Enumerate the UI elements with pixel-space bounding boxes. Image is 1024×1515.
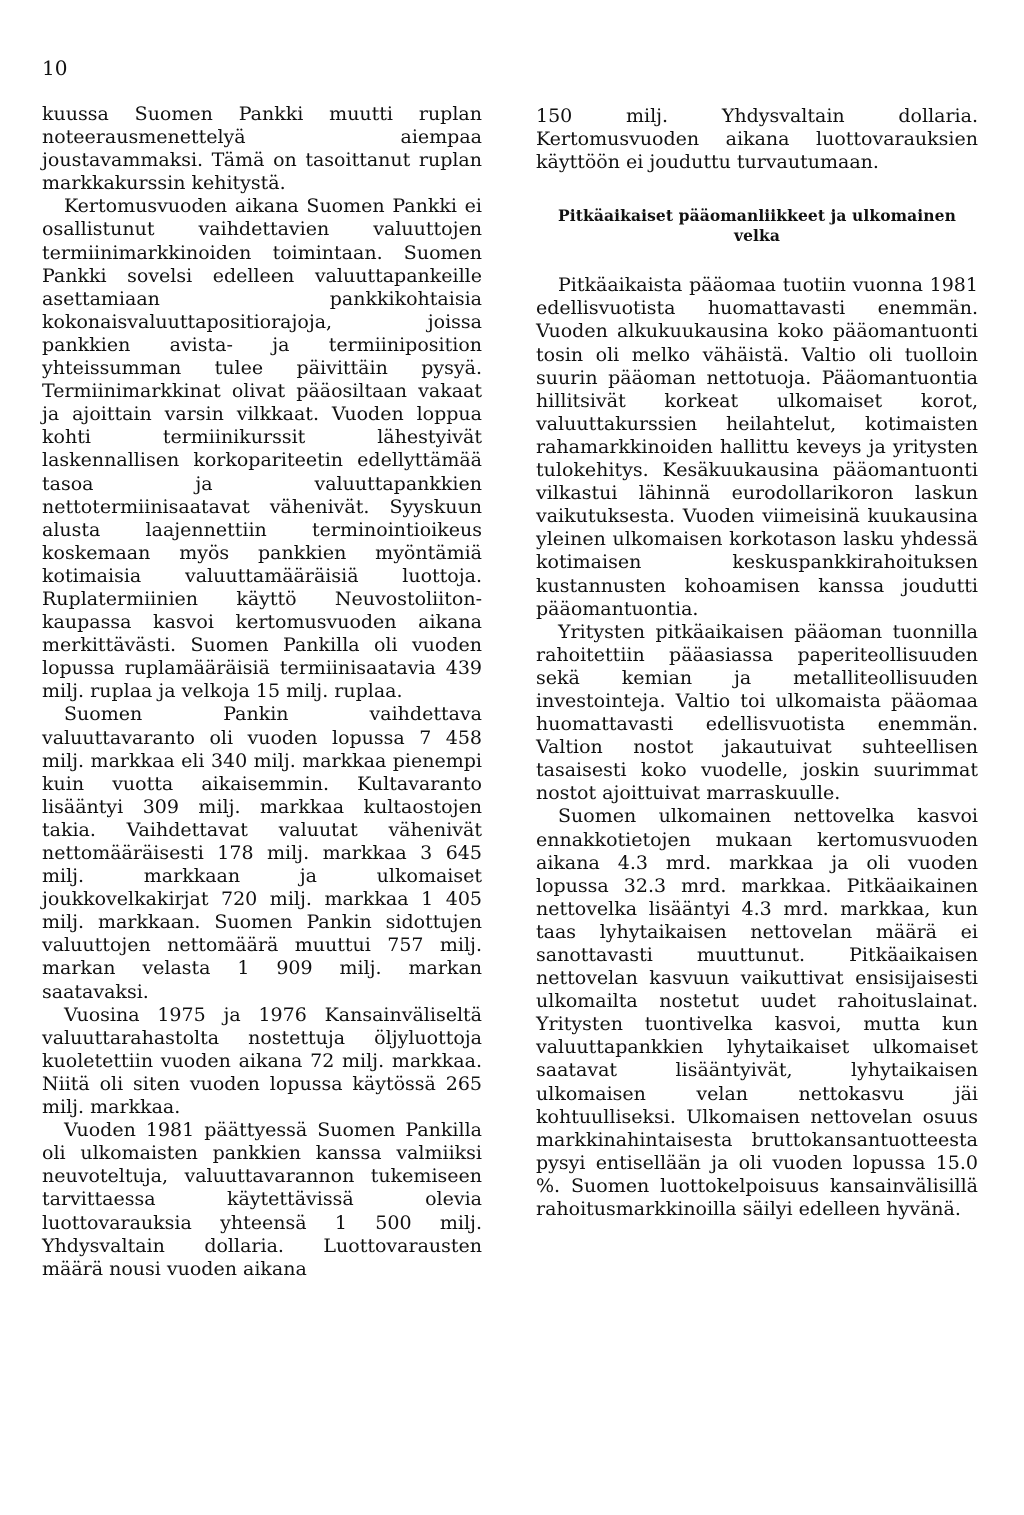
paragraph: Vuoden 1981 päättyessä Suomen Pankilla oli ulkomaisten pankkien kanssa valmiiksi neuvoteltuja, valuuttavarannon tukemiseen tarvittaessa käytettävissä olevia luottovarauksia yhteensä 1 500 milj. Yhdysvaltain dollaria. Luottovarausten määrä nousi vuoden aikana — [42, 1119, 482, 1280]
left-column — [42, 103, 482, 1281]
section-heading: Pitkäaikaiset pääomanliikkeet ja ulkomainen velka — [558, 206, 956, 246]
paragraph: Suomen Pankin vaihdettava valuuttavaranto oli vuoden lopussa 7 458 milj. markkaa eli 340 milj. markkaa pienempi kuin vuotta aikaisemmin. Kultavaranto lisääntyi 309 milj. markkaa kultaostojen takia. Vaihdettavat valuutat vähenivät nettomääräisesti 178 milj. markkaa 3 645 milj. markkaan ja ulkomaiset joukkovelkakirjat 720 milj. markkaa 1 405 milj. markkaan. Suomen Pankin sidottujen valuuttojen nettomäärä muuttui 757 milj. markan velasta 1 909 milj. markan saatavaksi. — [42, 703, 482, 1003]
paragraph-continuation: 150 milj. Yhdysvaltain dollaria. Kertomusvuoden aikana luottovarauksien käyttöön ei jouduttu turvautumaan. — [536, 105, 978, 174]
paragraph: kuussa Suomen Pankki muutti ruplan noteerausmenettelyä aiempaa joustavammaksi. Tämä on tasoittanut ruplan markkakurssin kehitystä. — [42, 103, 482, 195]
paragraph: Pitkäaikaista pääomaa tuotiin vuonna 1981 edellisvuotista huomattavasti enemmän. Vuoden alkukuukausina koko pääomantuonti tosin oli melko vähäistä. Valtio oli tuolloin suurin pääoman nettotuoja. Pääomantuontia hillitsivät korkeat ulkomaiset korot, valuuttakurssien heilahtelut, kotimaisten rahamarkkinoiden hallittu keveys ja yritysten tulokehitys. Kesäkuukausina pääomantuonti vilkastui lähinnä eurodollarikoron laskun vaikutuksesta. Vuoden viimeisinä kuukausina yleinen ulkomaisen korkotason lasku yhdessä kotimaisen keskuspankkirahoituksen kustannusten kohoamisen kanssa joudutti pääomantuontia. — [536, 274, 978, 620]
paragraph: Vuosina 1975 ja 1976 Kansainväliseltä valuuttarahastolta nostettuja öljyluottoja kuoletettiin vuoden aikana 72 milj. markkaa. Niitä oli siten vuoden lopussa käytössä 265 milj. markkaa. — [42, 1003, 482, 1119]
right-column — [536, 105, 978, 1221]
paragraph: Kertomusvuoden aikana Suomen Pankki ei osallistunut vaihdettavien valuuttojen termiinimarkkinoiden toimintaan. Suomen Pankki sovelsi edelleen valuuttapankeille asettamiaan pankkikohtaisia kokonaisvaluuttapositiorajoja, joissa pankkien avista- ja termiiniposition yhteissumman tulee päivittäin pysyä. Termiinimarkkinat olivat pääosiltaan vakaat ja ajoittain varsin vilkkaat. Vuoden loppua kohti termiinikurssit lähestyivät laskennallisen korkopariteetin edellyttämää tasoa ja valuuttapankkien nettotermiinisaatavat vähenivät. Syyskuun alusta laajennettiin terminointioikeus koskemaan myös pankkien myöntämiä kotimaisia valuuttamääräisiä luottoja. Ruplatermiinien käyttö Neuvostoliiton-kaupassa kasvoi kertomusvuoden aikana merkittävästi. Suomen Pankilla oli vuoden lopussa ruplamääräisiä termiinisaatavia 439 milj. ruplaa ja velkoja 15 milj. ruplaa. — [42, 195, 482, 703]
page-number: 10 — [42, 56, 68, 80]
paragraph: Suomen ulkomainen nettovelka kasvoi ennakkotietojen mukaan kertomusvuoden aikana 4.3 mrd. markkaa ja oli vuoden lopussa 32.3 mrd. markkaa. Pitkäaikainen nettovelka lisääntyi 4.3 mrd. markkaa, kun taas lyhytaikaisen nettovelan määrä ei sanottavasti muuttunut. Pitkäaikaisen nettovelan kasvuun vaikuttivat ensisijaisesti ulkomailta nostetut uudet rahoituslainat. Yritysten tuontivelka kasvoi, mutta kun valuuttapankkien lyhytaikaiset ulkomaiset saatavat lisääntyivät, lyhytaikaisen ulkomaisen velan nettokasvu jäi kohtuulliseksi. Ulkomaisen nettovelan osuus markkinahintaisesta bruttokansantuotteesta pysyi entisellään ja oli vuoden lopussa 15.0 %. Suomen luottokelpoisuus kansainvälisillä rahoitusmarkkinoilla säilyi edelleen hyvänä. — [536, 805, 978, 1221]
paragraph: Yritysten pitkäaikaisen pääoman tuonnilla rahoitettiin pääasiassa paperiteollisuuden sekä kemian ja metalliteollisuuden investointeja. Valtio toi ulkomaista pääomaa huomattavasti edellisvuotista enemmän. Valtion nostot jakautuivat suhteellisen tasaisesti koko vuodelle, joskin suurimmat nostot ajoittuivat marraskuulle. — [536, 620, 978, 805]
